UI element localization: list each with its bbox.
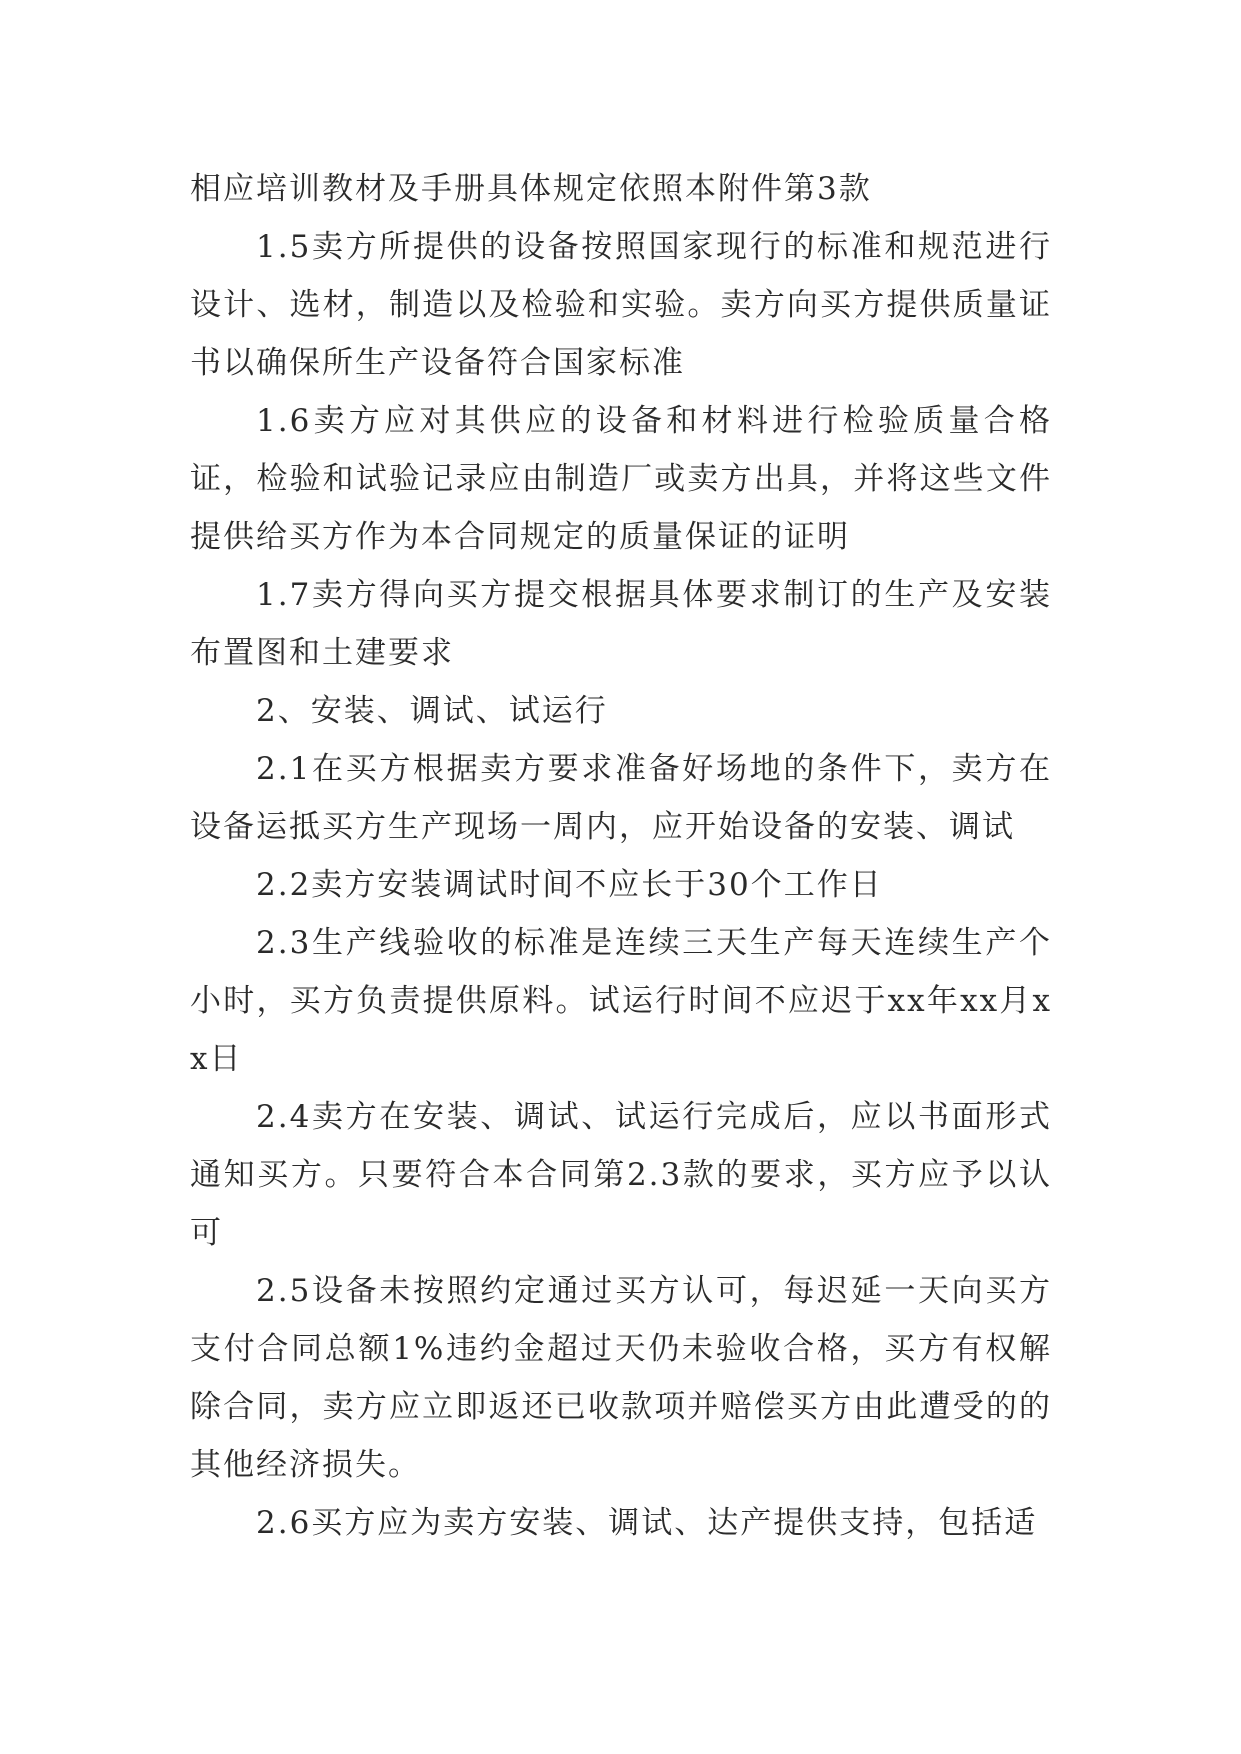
paragraph-2-6: 2.6买方应为卖方安装、调试、达产提供支持，包括适 (256, 1505, 1038, 1541)
section-heading-2: 2、安装、调试、试运行 (256, 693, 608, 729)
paragraph-continuation: 相应培训教材及手册具体规定依照本附件第3款 (190, 171, 872, 207)
paragraph-2-3: 2.3生产线验收的标准是连续三天生产每天连续生产个小时，买方负责提供原料。试运行时间不应迟于xx年xx月xx日 (190, 925, 1052, 1077)
paragraph-1-6: 1.6卖方应对其供应的设备和材料进行检验质量合格证，检验和试验记录应由制造厂或卖方出具，并将这些文件提供给买方作为本合同规定的质量保证的证明 (190, 403, 1052, 555)
document-body (190, 160, 1052, 1552)
paragraph-1-7: 1.7卖方得向买方提交根据具体要求制订的生产及安装布置图和土建要求 (190, 577, 1052, 671)
paragraph-1-5: 1.5卖方所提供的设备按照国家现行的标准和规范进行设计、选材，制造以及检验和实验。卖方向买方提供质量证书以确保所生产设备符合国家标准 (190, 229, 1052, 381)
paragraph-2-1: 2.1在买方根据卖方要求准备好场地的条件下，卖方在设备运抵买方生产现场一周内，应开始设备的安装、调试 (190, 751, 1052, 845)
paragraph-2-2: 2.2卖方安装调试时间不应长于30个工作日 (256, 867, 883, 903)
paragraph-2-5: 2.5设备未按照约定通过买方认可，每迟延一天向买方支付合同总额1%违约金超过天仍未验收合格，买方有权解除合同，卖方应立即返还已收款项并赔偿买方由此遭受的的其他经济损失。 (190, 1273, 1052, 1483)
paragraph-2-4: 2.4卖方在安装、调试、试运行完成后，应以书面形式通知买方。只要符合本合同第2.3款的要求，买方应予以认可 (190, 1099, 1052, 1251)
